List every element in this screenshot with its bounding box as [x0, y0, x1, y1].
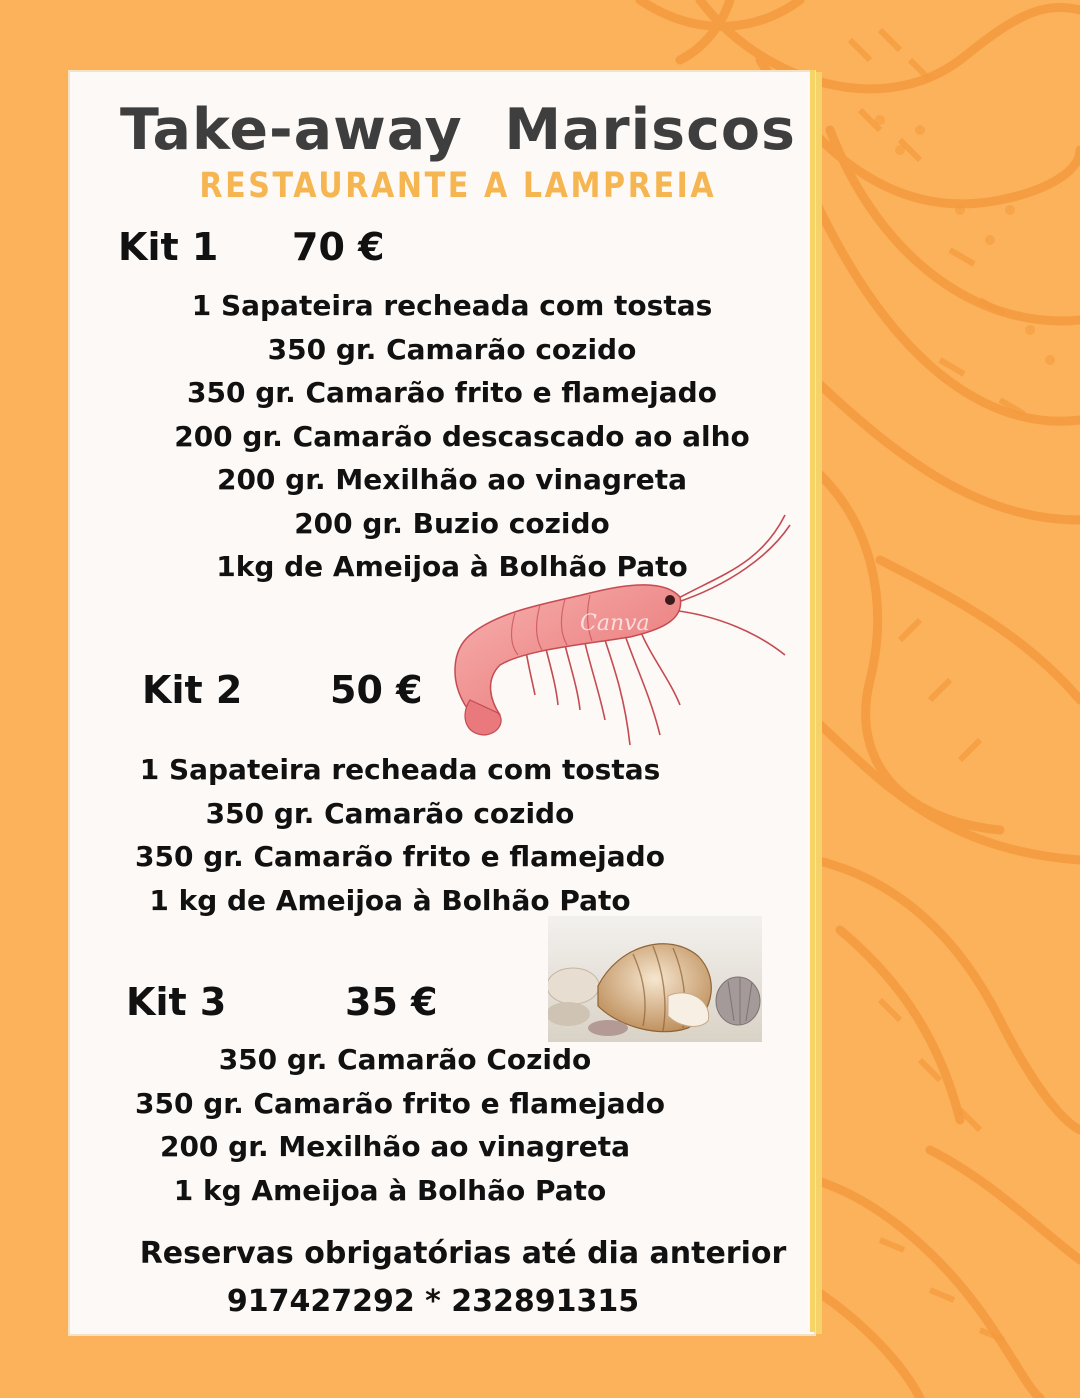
list-item: 200 gr. Camarão descascado ao alho	[174, 419, 750, 453]
kit-1-header	[118, 222, 385, 272]
kit-2-items	[90, 748, 710, 922]
card-edge-accent	[810, 70, 815, 1332]
list-item: 200 gr. Buzio cozido	[294, 506, 610, 540]
kit-3-name: Kit 3	[126, 980, 227, 1024]
kit-2-price: 50 €	[330, 668, 423, 712]
list-item: 1 kg de Ameijoa à Bolhão Pato	[149, 883, 631, 917]
kit-2-header	[142, 665, 423, 715]
list-item: 1kg de Ameijoa à Bolhão Pato	[216, 550, 688, 583]
kit-3-header	[126, 977, 438, 1027]
list-item: 1 kg Ameijoa à Bolhão Pato	[173, 1173, 607, 1207]
restaurant-name: RESTAURANTE A LAMPREIA	[199, 166, 717, 206]
kit-2-name: Kit 2	[142, 668, 243, 712]
list-item: 1 Sapateira recheada com tostas	[139, 753, 661, 786]
reservation-note: Reservas obrigatórias até dia anterior	[139, 1236, 787, 1271]
list-item: 200 gr. Mexilhão ao vinagreta	[216, 463, 688, 496]
kit-3-price: 35 €	[345, 980, 438, 1024]
list-item: 350 gr. Camarão frito e flamejado	[187, 376, 717, 409]
list-item: 350 gr. Camarão cozido	[205, 796, 575, 830]
page-title: Take-away Mariscos	[119, 97, 796, 163]
canva-watermark: Canva	[580, 611, 650, 636]
kit-1-name: Kit 1	[118, 225, 219, 269]
list-item: 350 gr. Camarão Cozido	[218, 1043, 592, 1076]
list-item: 1 Sapateira recheada com tostas	[191, 289, 713, 322]
list-item: 200 gr. Mexilhão ao vinagreta	[159, 1130, 631, 1163]
shrimp-illustration-icon	[440, 505, 800, 755]
seashell-photo-icon	[548, 916, 762, 1042]
phone-numbers: 917427292 * 232891315	[226, 1284, 640, 1319]
list-item: 350 gr. Camarão frito e flamejado	[135, 1086, 665, 1120]
kit-1-price: 70 €	[292, 225, 385, 269]
kit-3-items	[90, 1038, 710, 1212]
list-item: 350 gr. Camarão frito e flamejado	[135, 840, 665, 873]
list-item: 350 gr. Camarão cozido	[267, 332, 637, 366]
